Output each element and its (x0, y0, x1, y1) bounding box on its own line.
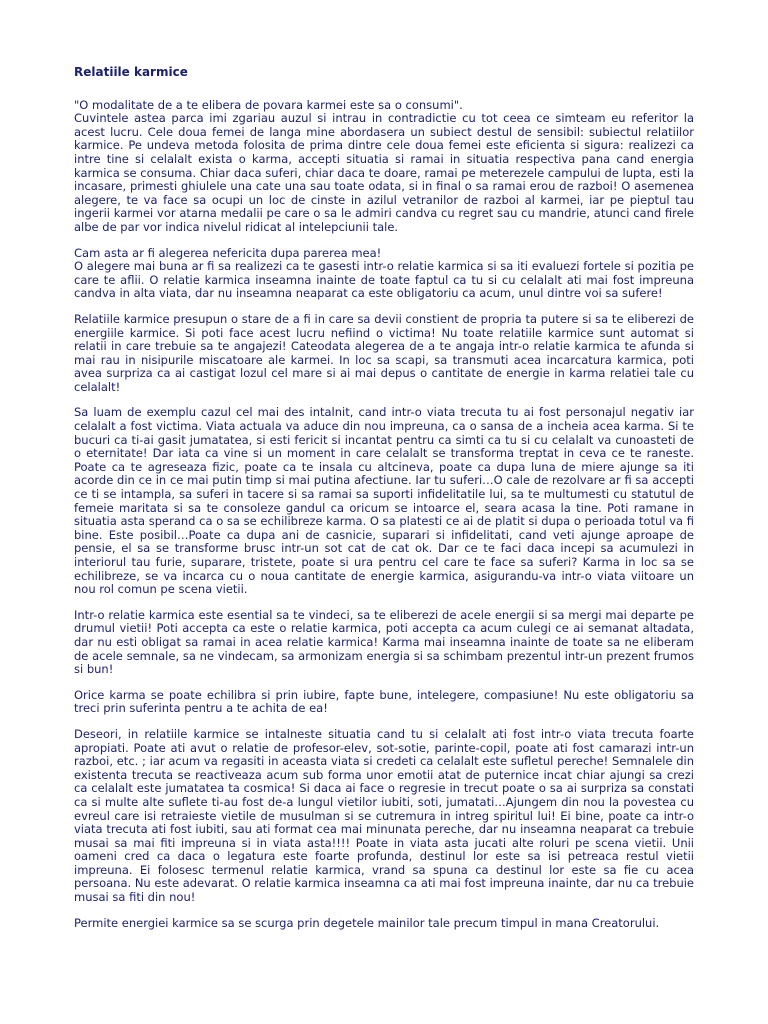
document-title: Relatiile karmice (74, 65, 188, 79)
paragraph-6: Orice karma se poate echilibra si prin iubire, fapte bune, intelegere, compasiune! Nu este obligatoriu sa treci prin suferinta pentru a te achita de ea! (74, 687, 694, 716)
paragraph-5: Intr-o relatie karmica este esential sa te vindeci, sa te eliberezi de acele energii si sa mergi mai departe pe drumul vietii! Poti accepta ca este o relatie karmica, poti accepta ca acum culegi ce ai semanat altadata, dar nu esti obligat sa ramai in acea relatie karmica! Karma mai inseamna inainte de toate sa ne eliberam de acele semnale, sa ne vindecam, sa armonizam energia si sa schimbam prezentul intr-un prezent frumos si bun! (74, 607, 694, 677)
paragraph-8: Permite energiei karmice sa se scurga prin degetele mainilor tale precum timpul in mana Creatorului. (74, 915, 660, 930)
paragraph-2: Cam asta ar fi alegerea nefericita dupa parerea mea! O alegere mai buna ar fi sa realizezi ca te gasesti intr-o relatie karmica si sa iti evaluezi fortele si pozitia pe care te aflii. O relatie karmica inseamna inainte de toate faptul ca tu si cu celalalt ati mai fost impreuna candva in alta viata, dar nu inseamna neaparat ca este obligatoriu ca acum, unul dintre voi sa sufere! (74, 245, 694, 301)
paragraph-3: Relatiile karmice presupun o stare de a fi in care sa devii constient de propria ta putere si sa te eliberezi de energiile karmice. Si poti face acest lucru nefiind o victima! Nu toate relatiile karmice sunt automat si relatii in care trebuie sa te angajezi! Cateodata alegerea de a te angaja intr-o relatie karmica te afunda si mai rau in nisipurile miscatoare ale karmei. In loc sa scapi, sa transmuti acea incarcatura karmica, poti avea surpriza ca ai castigat lozul cel mare si ai mai depus o cantitate de energie in karma relatiei tale cu celalalt! (74, 311, 694, 394)
paragraph-4: Sa luam de exemplu cazul cel mai des intalnit, cand intr-o viata trecuta tu ai fost personajul negativ iar celalalt a fost victima. Viata actuala va aduce din nou impreuna, ca o sansa de a incheia acea karma. Si te bucuri ca ti-ai gasit jumatatea, si esti fericit si incantat pentru ca simti ca tu si cu celalalt va cunoasteti de o eternitate! Dar iata ca vine si un moment in care celalalt se transforma treptat in ceva ce te raneste. Poate ca te agreseaza fizic, poate ca te insala cu altcineva, poate ca dupa luna de miere ajunge sa iti acorde din ce in ce mai putin timp si mai putina afectiune. Iar tu suferi…O cale de rezolvare ar fi sa accepti ce ti se intampla, sa suferi in tacere si sa ramai sa suporti infidelitatile lui, sa te multumesti cu statutul de femeie maritata si sa te consoleze gandul ca oricum se intoarce el, seara acasa la tine. Poti ramane in situatia asta sperand ca o sa se echilibreze karma. O sa platesti ce ai de platit si dupa o perioada totul va fi bine. Este posibil…Poate ca dupa ani de casnicie, suparari si infidelitati, cand veti ajunge aproape de pensie, el sa se transforme brusc intr-un sot cat de cat ok. Dar ce te faci daca incepi sa acumulezi in interiorul tau furie, suparare, tristete, poate si ura pentru cel care te face sa suferi? Karma in loc sa se echilibreze, se va incarca cu o noua cantitate de energie karmica, asigurandu-va intr-o viata viitoare un nou rol comun pe scena vietii. (74, 405, 694, 597)
paragraph-1: "O modalitate de a te elibera de povara karmei este sa o consumi". Cuvintele astea parca imi zgariau auzul si intrau in contradictie cu tot ceea ce simteam eu referitor la acest lucru. Cele doua femei de langa mine abordasera un subiect destul de sensibil: subiectul relatiilor karmice. Pe undeva metoda folosita de prima dintre cele doua femei este eficienta si sigura: realizezi ca intre tine si celalalt exista o karma, accepti situatia si ramai in situatia respectiva pana cand energia karmica se consuma. Chiar daca suferi, chiar daca te doare, ramai pe meterezele campului de lupta, esti la incasare, primesti ghiulele una cate una sau toate odata, si in final o sa ramai erou de razboi! O asemenea alegere, te va face sa ocupi un loc de cinste in azilul vetranilor de razboi al karmei, iar pe pieptul tau ingerii karmei vor atarna medalii pe care o sa le admiri candva cu regret sau cu mandrie, atunci cand firele albe de par vor indica nivelul ridicat al intelepciunii tale. (74, 97, 694, 234)
document-page (74, 66, 694, 930)
paragraph-7: Deseori, in relatiile karmice se intalneste situatia cand tu si celalalt ati fost intr-o viata trecuta foarte apropiati. Poate ati avut o relatie de profesor-elev, sot-sotie, parinte-copil, poate ati fost camarazi intr-un razboi, etc. ; iar acum va regasiti in aceasta viata si credeti ca celalalt este sufletul pereche! Semnalele din existenta trecuta se reactiveaza acum sub forma unor emotii atat de puternice incat chiar ajungi sa crezi ca celalalt este jumatatea ta cosmica! Si daca ai face o regresie in trecut poate o sa ai surpriza sa constati ca si multe alte suflete ti-au fost de-a lungul vietilor iubiti, soti, jumatati…Ajungem din nou la povestea cu evreul care isi retraieste vietile de musulman si se cutremura in intreg spiritul lui! Ei bine, poate ca intr-o viata trecuta ati fost iubiti, sau ati format cea mai minunata pereche, dar nu inseamna neaparat ca trebuie musai sa mai fiti impreuna si in viata asta!!!! Poate in viata asta jucati alte roluri pe scena vietii. Unii oameni cred ca daca o legatura este foarte profunda, destinul lor este sa isi petreaca restul vietii impreuna. Ei folosesc termenul relatie karmica, vrand sa spuna ca destinul lor este sa fie cu acea persoana. Nu este adevarat. O relatie karmica inseamna ca ati mai fost impreuna inainte, dar nu ca trebuie musai sa fiti din nou! (74, 726, 694, 905)
